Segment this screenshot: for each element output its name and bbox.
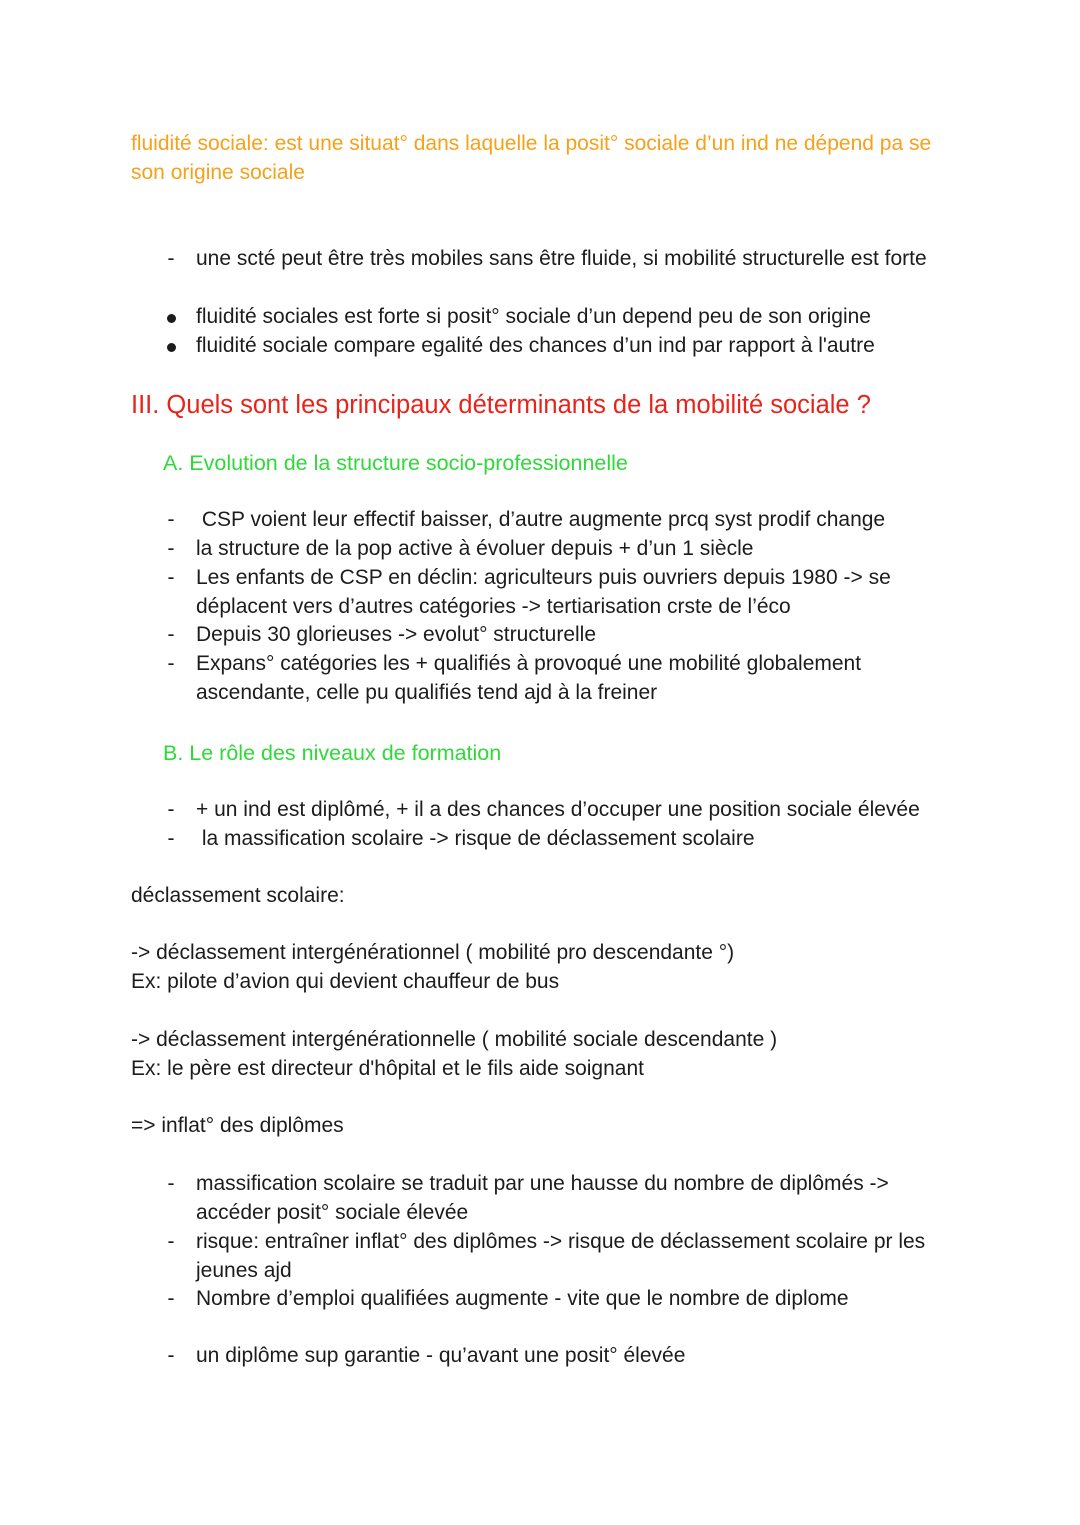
dash-marker: - (167, 1344, 175, 1367)
dash-marker: - (167, 537, 175, 560)
section-heading: III. Quels sont les principaux déterminants de la mobilité sociale ? (131, 391, 871, 419)
dash-marker: - (167, 652, 175, 675)
list-item-text: Expans° catégories les + qualifiés à provoqué une mobilité globalement ascendante, celle pu qualifiés tend ajd à la freiner (196, 652, 862, 704)
list-item (131, 795, 961, 824)
bullet-icon (164, 302, 178, 331)
diploma-inflation-conclusion: => inflat° des diplômes (131, 1114, 344, 1137)
list-item (131, 1169, 961, 1227)
list-item (131, 649, 961, 707)
list-item-text: risque: entraîner inflat° des diplômes -> risque de déclassement scolaire pr les jeunes ajd (196, 1230, 926, 1282)
fluidity-definition: fluidité sociale: est une situat° dans laquelle la posit° sociale d’un ind ne dépend pa se son origine sociale (131, 132, 932, 184)
list-item (131, 244, 961, 302)
declassement-example-1: Ex: pilote d’avion qui devient chauffeur de bus (131, 970, 560, 993)
declassement-example-2: Ex: le père est directeur d'hôpital et le fils aide soignant (131, 1057, 644, 1080)
list-item-text: un diplôme sup garantie - qu’avant une posit° élevée (196, 1344, 686, 1367)
dash-marker: - (167, 247, 175, 270)
list-item (131, 505, 961, 534)
list-item (131, 1227, 961, 1285)
declassement-entry-1: -> déclassement intergénérationnel ( mobilité pro descendante °) (131, 941, 735, 964)
dash-marker: - (167, 623, 175, 646)
dash-marker: - (167, 566, 175, 589)
dash-marker: - (167, 827, 175, 850)
list-item-text: + un ind est diplômé, + il a des chances d’occuper une position sociale élevée (196, 798, 920, 821)
bullet-icon (164, 331, 178, 360)
list-item-text: CSP voient leur effectif baisser, d’autre augmente prcq syst prodif change (196, 508, 886, 531)
dash-marker: - (167, 1230, 175, 1253)
list-item (131, 1341, 961, 1370)
dash-marker: - (167, 798, 175, 821)
declassement-label: déclassement scolaire: (131, 884, 345, 907)
subsection-heading-b: B. Le rôle des niveaux de formation (163, 741, 502, 765)
list-item-text: fluidité sociales est forte si posit° sociale d’un depend peu de son origine (196, 305, 871, 328)
list-item (131, 534, 961, 563)
list-item-text: Depuis 30 glorieuses -> evolut° structurelle (196, 623, 597, 646)
list-item-text: une scté peut être très mobiles sans être fluide, si mobilité structurelle est forte (196, 247, 927, 270)
dash-marker: - (167, 1287, 175, 1310)
list-item-text: fluidité sociale compare egalité des chances d’un ind par rapport à l'autre (196, 334, 875, 357)
list-item (131, 302, 961, 331)
list-item (131, 1284, 961, 1313)
list-item (131, 824, 961, 853)
list-item-text: Nombre d’emploi qualifiées augmente - vite que le nombre de diplome (196, 1287, 849, 1310)
dash-marker: - (167, 1172, 175, 1195)
list-item-text: la massification scolaire -> risque de déclassement scolaire (196, 827, 755, 850)
list-item-text: la structure de la pop active à évoluer depuis + d’un 1 siècle (196, 537, 754, 560)
list-item (131, 331, 961, 360)
subsection-heading-a: A. Evolution de la structure socio-professionnelle (163, 451, 628, 475)
list-item (131, 563, 961, 621)
list-item-text: Les enfants de CSP en déclin: agriculteurs puis ouvriers depuis 1980 -> se déplacent vers d’autres catégories -> tertiarisation crste de l’éco (196, 566, 891, 618)
dash-marker: - (167, 508, 175, 531)
list-item (131, 620, 961, 649)
list-item-text: massification scolaire se traduit par une hausse du nombre de diplômés -> accéder posit° sociale élevée (196, 1172, 889, 1224)
declassement-entry-2: -> déclassement intergénérationnelle ( mobilité sociale descendante ) (131, 1028, 778, 1051)
